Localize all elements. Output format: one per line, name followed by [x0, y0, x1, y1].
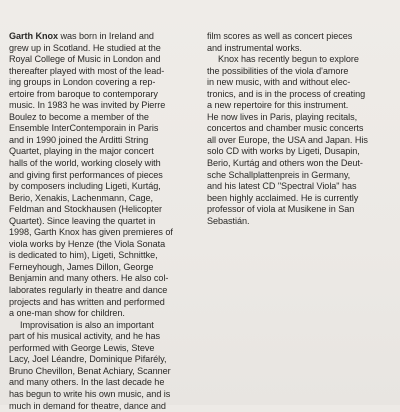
text-line: [9, 250, 199, 262]
line-text: all over Europe, the USA and Japan. His: [207, 135, 368, 145]
line-text: concertos and chamber music concerts: [207, 123, 363, 133]
text-line: [207, 77, 392, 89]
line-text: a new repertoire for this instrument.: [207, 100, 348, 110]
line-text: sche Schallplattenpreis in Germany,: [207, 170, 350, 180]
line-text: is dedicated to him), Ligeti, Schnittke,: [9, 250, 158, 260]
line-text: and his latest CD "Spectral Viola" has: [207, 181, 356, 191]
text-line: [9, 54, 199, 66]
line-text: music. In 1983 he was invited by Pierre: [9, 100, 165, 110]
line-text: tronics, and is in the process of creating: [207, 89, 365, 99]
text-line: [9, 100, 199, 112]
text-line: [207, 43, 392, 55]
line-text: been highly acclaimed. He is currently: [207, 193, 358, 203]
line-text: grew up in Scotland. He studied at the: [9, 43, 161, 53]
line-text: part of his musical activity, and he has: [9, 331, 160, 341]
line-text: laborates regularly in theatre and dance: [9, 285, 167, 295]
text-line: [9, 170, 199, 182]
text-line: [9, 43, 199, 55]
text-line: [9, 331, 199, 343]
line-text: thereafter played with most of the lead-: [9, 66, 164, 76]
line-text: a one-man show for children.: [9, 308, 125, 318]
text-line: [9, 77, 199, 89]
text-line: [9, 320, 199, 332]
text-line: [9, 308, 199, 320]
line-text: halls of the world, working closely with: [9, 158, 161, 168]
text-line: [207, 66, 392, 78]
line-text: Improvisation is also an important: [20, 320, 154, 330]
left-text-column: [9, 31, 199, 412]
text-line: [9, 204, 199, 216]
line-text: Ensemble InterContemporain in Paris: [9, 123, 158, 133]
text-line: [9, 89, 199, 101]
text-line: [9, 123, 199, 135]
line-text: and giving first performances of pieces: [9, 170, 163, 180]
line-text: 1998, Garth Knox has given premieres of: [9, 227, 173, 237]
text-line: [9, 146, 199, 158]
text-line: [9, 181, 199, 193]
text-line: [9, 354, 199, 366]
line-text: Bruno Chevillon, Benat Achiary, Scanner: [9, 366, 171, 376]
text-line: [207, 204, 392, 216]
line-text: ertoire from baroque to contemporary: [9, 89, 158, 99]
text-line: [207, 216, 392, 228]
line-text: Knox has recently begun to explore: [218, 54, 359, 64]
line-text: Sebastián.: [207, 216, 249, 226]
line-text: performed with George Lewis, Steve: [9, 343, 154, 353]
line-text: Boulez to become a member of the: [9, 112, 149, 122]
line-text: and in 1990 joined the Arditti String: [9, 135, 148, 145]
line-text: solo CD with works by Ligeti, Dusapin,: [207, 146, 360, 156]
text-line: [207, 181, 392, 193]
line-text: has begun to write his own music, and is: [9, 389, 170, 399]
text-line: [9, 227, 199, 239]
line-text: viola works by Henze (the Viola Sonata: [9, 239, 165, 249]
text-line: [207, 31, 392, 43]
line-text: and instrumental works.: [207, 43, 302, 53]
text-line: [207, 158, 392, 170]
line-text: Benjamin and many others. He also col-: [9, 273, 168, 283]
text-line: [9, 112, 199, 124]
text-line: [207, 112, 392, 124]
text-line: [207, 170, 392, 182]
text-line: [207, 193, 392, 205]
line-text: in new music, with and without elec-: [207, 77, 350, 87]
text-line: [207, 123, 392, 135]
line-text: professor of viola at Musikene in San: [207, 204, 354, 214]
text-line: [9, 285, 199, 297]
line-text: Berio, Xenakis, Lachenmann, Cage,: [9, 193, 153, 203]
text-line: [9, 31, 199, 43]
text-line: [9, 389, 199, 401]
text-line: [207, 135, 392, 147]
line-text: He now lives in Paris, playing recitals,: [207, 112, 357, 122]
text-line: [207, 89, 392, 101]
text-line: [9, 193, 199, 205]
text-line: [9, 216, 199, 228]
text-line: [9, 343, 199, 355]
line-text: Feldman and Stockhausen (Helicopter: [9, 204, 162, 214]
line-text: ing groups in London covering a rep-: [9, 77, 155, 87]
line-text: Quartet). Since leaving the quartet in: [9, 216, 155, 226]
line-text: much in demand for theatre, dance and: [9, 401, 166, 411]
bold-name: Garth Knox: [9, 31, 58, 41]
text-line: [207, 146, 392, 158]
line-text: was born in Ireland and: [58, 31, 154, 41]
text-line: [9, 66, 199, 78]
line-text: the possibilities of the viola d'amore: [207, 66, 348, 76]
text-line: [9, 377, 199, 389]
text-line: [207, 100, 392, 112]
text-line: [9, 135, 199, 147]
line-text: Royal College of Music in London and: [9, 54, 160, 64]
right-text-column: [207, 31, 392, 227]
text-line: [9, 401, 199, 412]
line-text: and many others. In the last decade he: [9, 377, 164, 387]
line-text: film scores as well as concert pieces: [207, 31, 352, 41]
text-line: [9, 262, 199, 274]
text-line: [9, 158, 199, 170]
line-text: Quartet, playing in the major concert: [9, 146, 154, 156]
line-text: Ferneyhough, James Dillon, George: [9, 262, 153, 272]
text-line: [9, 366, 199, 378]
line-text: Lacy, Joel Léandre, Dominique Pifarély,: [9, 354, 166, 364]
line-text: projects and has written and performed: [9, 297, 165, 307]
line-text: Berio, Kurtág and others won the Deut-: [207, 158, 363, 168]
line-text: by composers including Ligeti, Kurtág,: [9, 181, 161, 191]
text-line: [9, 273, 199, 285]
text-line: [207, 54, 392, 66]
text-line: [9, 239, 199, 251]
text-line: [9, 297, 199, 309]
